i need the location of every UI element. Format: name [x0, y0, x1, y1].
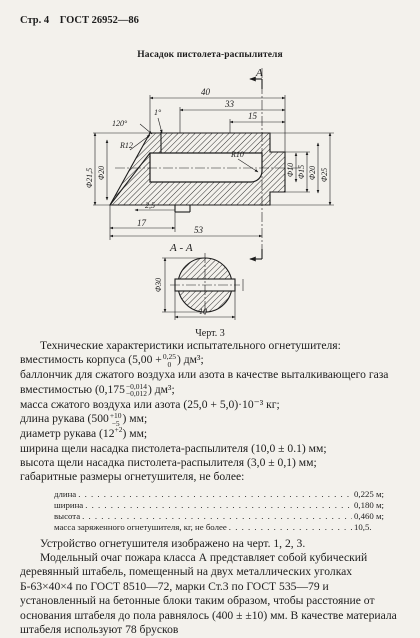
- paragraph: Устройство огнетушителя изображено на черт. 1, 2, 3.: [40, 536, 306, 550]
- section-letter-top: А: [256, 67, 263, 79]
- dim-angle: 120°: [112, 119, 128, 128]
- nozzle-drawing: [0, 64, 420, 326]
- list-item: длина . . . 0,225 м;: [54, 489, 402, 500]
- paragraph: вместимость корпуса (5,00 + 0,25 0 ) дм³;: [20, 352, 204, 369]
- dim-40: 40: [201, 87, 210, 97]
- paragraph: габаритные размеры огнетушителя, не более:: [20, 470, 245, 484]
- dim-phi21-5: Φ21,5: [85, 167, 94, 188]
- dim-10: 10: [199, 307, 207, 316]
- document-body: [20, 339, 402, 638]
- dim-degree: 1°: [154, 108, 162, 117]
- dim-33: 33: [225, 99, 234, 109]
- dim-phi20-left: Φ20: [97, 165, 106, 180]
- paragraph: масса сжатого воздуха или азота (25,0 + 5,0)·10⁻³ кг;: [20, 397, 280, 411]
- dim-phi25: Φ25: [320, 167, 329, 182]
- dim-r12: R12: [120, 141, 133, 150]
- dim-r10: R10: [231, 150, 244, 159]
- page-header: [20, 15, 139, 26]
- dim-phi30: Φ30: [154, 277, 163, 292]
- dim-53: 53: [194, 225, 203, 235]
- dim-phi20-right: Φ20: [308, 165, 317, 180]
- dimensions-list: [54, 489, 402, 534]
- dim-phi10: Φ10: [286, 162, 295, 177]
- dim-phi15: Φ15: [297, 164, 306, 179]
- figure-title: Насадок пистолета-распылителя: [137, 50, 283, 60]
- paragraph: длина рукава (500 +10 −5 ) мм;: [20, 411, 148, 428]
- paragraph: высота щели насадка пистолета-распылителя (3,0 ± 0,1) мм;: [20, 456, 317, 470]
- paragraph: Модельный очаг пожара класса А представляет собой кубический деревянный штабель, помещенный на двух металлических уголках Б-63×40×4 по ГОСТ 8510—72, марки Ст.3 по ГОСТ 535—79 и установленный на бетонные блоки таким образом, чтобы расстояние от основания штабеля до пола равнялось (400 ± ±10) мм. В качестве материала штабеля используют 78 брусков: [20, 551, 397, 637]
- list-item: ширина . . . 0,180 м;: [54, 500, 402, 511]
- list-item: высота . . . 0,460 м;: [54, 511, 402, 522]
- page-number: Стр. 4: [20, 15, 50, 26]
- paragraph: ширина щели насадка пистолета-распылителя (10,0 ± 0.1) мм;: [20, 441, 327, 455]
- standard-number: ГОСТ 26952—86: [59, 15, 139, 26]
- paragraph: баллончик для сжатого воздуха или азота в качестве выталкивающего газа вместимостью (0,175 −0,014 −0,012 ) дм³;: [20, 368, 389, 399]
- nozzle-section-view: [110, 132, 285, 212]
- figure-caption: Черт. 3: [195, 328, 225, 339]
- paragraph: Технические характеристики испытательного огнетушителя:: [40, 339, 341, 352]
- dim-2-5: 2,5: [145, 201, 155, 210]
- section-title: А - А: [170, 242, 193, 254]
- list-item: масса заряженного огнетушителя, кг, не более . . . 10,5.: [54, 522, 402, 533]
- paragraph: диаметр рукава $(12^{+2})$ мм;: [20, 425, 148, 441]
- dim-15: 15: [248, 111, 257, 121]
- dim-17: 17: [137, 218, 146, 228]
